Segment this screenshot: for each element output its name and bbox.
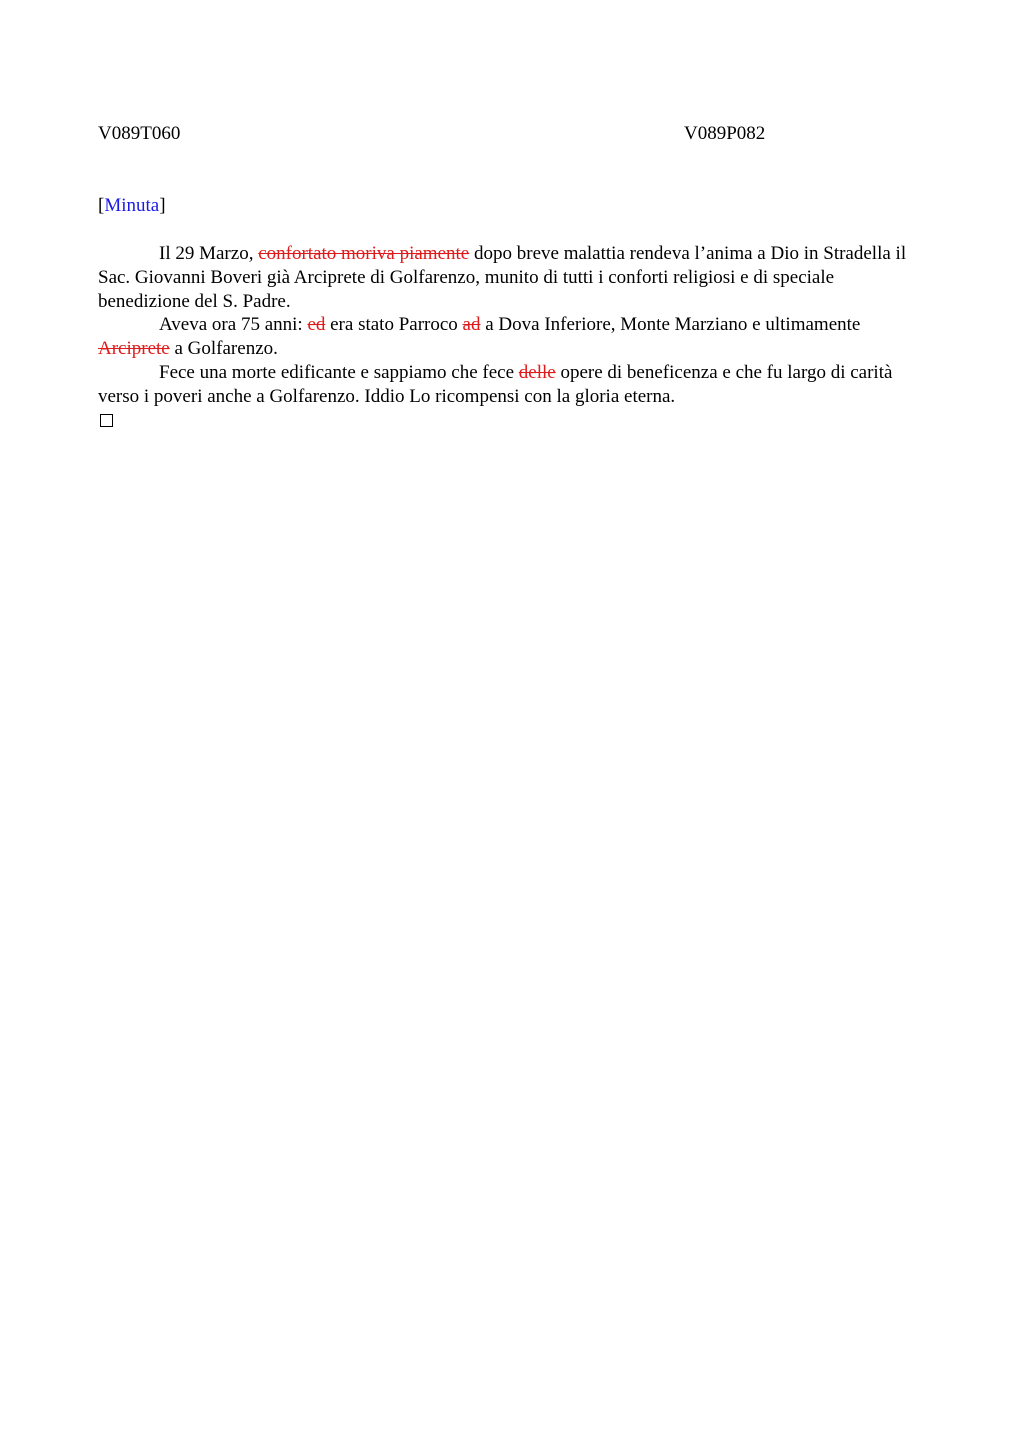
paragraph-1 xyxy=(98,242,928,313)
document-code-right: V089P082 xyxy=(684,123,766,144)
text-segment: a Golfarenzo. xyxy=(169,338,278,360)
minuta-label xyxy=(98,195,166,217)
empty-square-icon xyxy=(100,414,113,427)
document-body xyxy=(98,242,928,433)
label-close-bracket: ] xyxy=(159,195,166,216)
text-segment: Il 29 Marzo, xyxy=(159,243,259,264)
text-segment: a Dova Inferiore, Monte Marziano e ultimamente xyxy=(480,314,861,336)
document-code-left: V089T060 xyxy=(98,123,181,144)
label-open-bracket: [ xyxy=(98,195,105,216)
deleted-text: ed xyxy=(307,314,326,336)
text-segment: opere di beneficenza e che fu largo di carità verso i poveri anche a Golfarenzo. Iddio Lo ricompensi con la gloria eterna. xyxy=(98,361,893,407)
text-segment: era stato Parroco xyxy=(325,314,463,336)
paragraph-3 xyxy=(98,361,928,409)
deleted-text: Arciprete xyxy=(98,338,170,360)
text-segment: dopo breve malattia rendeva l’anima a Dio in Stradella il Sac. Giovanni Boveri già Arciprete di Golfarenzo, munito di tutti i conforti religiosi e di speciale benedizione del S. Padre. xyxy=(98,243,907,312)
deleted-text: delle xyxy=(518,361,556,383)
deleted-text: confortato moriva piamente xyxy=(258,243,470,264)
end-marker xyxy=(98,409,928,434)
deleted-text: ad xyxy=(462,314,481,336)
label-word: Minuta xyxy=(104,195,160,216)
paragraph-2 xyxy=(98,313,928,361)
text-segment: Aveva ora 75 anni: xyxy=(159,314,308,336)
text-segment: Fece una morte edificante e sappiamo che fece xyxy=(159,361,519,383)
